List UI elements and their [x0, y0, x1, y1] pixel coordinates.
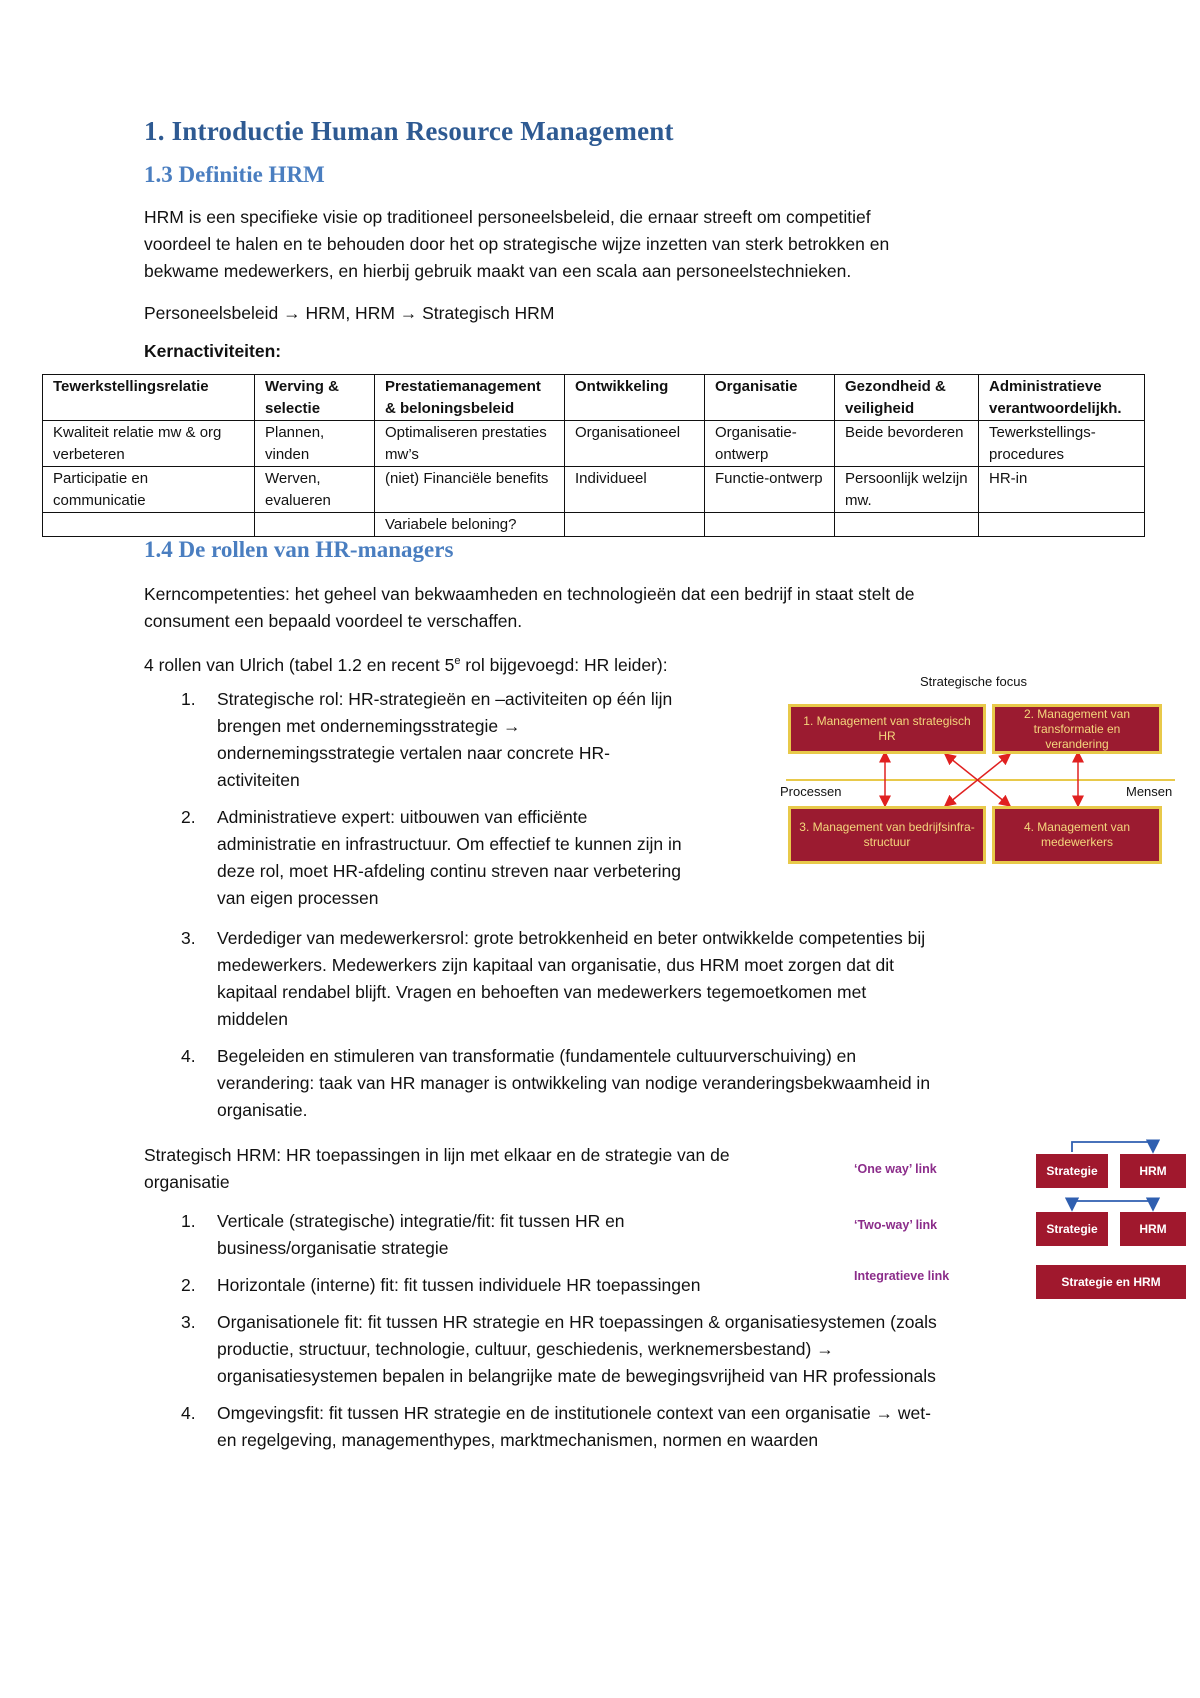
table-header-cell: Gezondheid & veiligheid: [835, 375, 979, 421]
table-cell: Persoonlijk welzijn mw.: [835, 467, 979, 513]
list-line: brengen met ondernemingsstrategie →: [217, 716, 521, 736]
integrative-strategie-hrm-box: Strategie en HRM: [1036, 1265, 1186, 1299]
list-line: van eigen processen: [217, 888, 379, 908]
table-cell: Participatie en communicatie: [43, 467, 255, 513]
list-line: Administratieve expert: uitbouwen van efficiënte: [217, 807, 588, 827]
list-item: [144, 925, 1144, 1033]
table-cell: HR-in: [979, 467, 1145, 513]
one-way-strategie-box: Strategie: [1036, 1154, 1108, 1188]
list-line: ondernemingsstrategie vertalen naar concrete HR-: [217, 743, 610, 763]
list-item: [144, 1309, 1144, 1390]
list-line: middelen: [217, 1009, 289, 1029]
diagram-box-bedrijfsinfrastructuur: 3. Management van bedrijfsinfra-structuur: [788, 806, 986, 864]
strategisch-hrm-line: Strategisch HRM: HR toepassingen in lijn met elkaar en de strategie van de: [144, 1145, 730, 1165]
list-number: 2.: [181, 807, 196, 827]
list-number: 4.: [181, 1403, 196, 1423]
table-cell: Variabele beloning?: [375, 513, 565, 537]
table-header-cell: Administratieve verantwoordelijkh.: [979, 375, 1145, 421]
list-number: 3.: [181, 928, 196, 948]
ulrich-intro: [144, 648, 668, 679]
list-line: administratie en infrastructuur. Om effectief te kunnen zijn in: [217, 834, 682, 854]
list-number: 1.: [181, 1211, 196, 1231]
list-item: [144, 1400, 1144, 1454]
two-way-strategie-box: Strategie: [1036, 1212, 1108, 1246]
list-line: Verticale (strategische) integratie/fit: fit tussen HR en: [217, 1211, 625, 1231]
strategisch-hrm-intro: [144, 1142, 844, 1196]
table-header-cell: Tewerkstellingsrelatie: [43, 375, 255, 421]
list-line: Horizontale (interne) fit: fit tussen individuele HR toepassingen: [217, 1275, 701, 1295]
ulrich-roles-diagram: [780, 668, 1180, 883]
table-cell: Beide bevorderen: [835, 421, 979, 467]
link-types-diagram: [840, 1130, 1190, 1315]
table-header-cell: Werving & selectie: [255, 375, 375, 421]
diagram-box-medewerkers: 4. Management van medewerkers: [992, 806, 1162, 864]
table-cell: Organisatie-ontwerp: [705, 421, 835, 467]
list-line: organisatie.: [217, 1100, 308, 1120]
definition-line: bekwame medewerkers, en hierbij gebruik maakt van een scala aan personeelstechnieken.: [144, 261, 852, 281]
table-cell: [565, 513, 705, 537]
list-line: en regelgeving, managementhypes, marktmechanismen, normen en waarden: [217, 1430, 819, 1450]
diagram-box-transformatie: 2. Management van transformatie en verandering: [992, 704, 1162, 754]
table-cell: [255, 513, 375, 537]
definition-line: HRM is een specifieke visie op traditioneel personeelsbeleid, die ernaar streeft om competitief: [144, 207, 871, 227]
ulrich-roles-list-b: [144, 925, 1144, 1124]
list-line: verandering: taak van HR manager is ontwikkeling van nodige veranderingsbekwaamheid in: [217, 1073, 931, 1093]
diagram-label-strategische-focus: Strategische focus: [920, 674, 1027, 689]
table-cell: Individueel: [565, 467, 705, 513]
one-way-hrm-box: HRM: [1120, 1154, 1186, 1188]
table-row: [43, 467, 1145, 513]
list-line: Verdediger van medewerkersrol: grote betrokkenheid en beter ontwikkelde competenties bij: [217, 928, 926, 948]
table-cell: [835, 513, 979, 537]
link-label-two-way: ‘Two-way’ link: [854, 1218, 938, 1232]
list-line: Organisationele fit: fit tussen HR strategie en HR toepassingen & organisatiesystemen (zoals: [217, 1312, 937, 1332]
list-line: organisatiesystemen bepalen in belangrijke mate de bewegingsvrijheid van HR professionals: [217, 1366, 936, 1386]
heading-definitie-hrm: 1.3 Definitie HRM: [144, 162, 325, 187]
kerncompetenties-line: Kerncompetenties: het geheel van bekwaamheden en technologieën dat een bedrijf in staat stelt de: [144, 584, 915, 604]
table-header-cell: Prestatiemanagement & beloningsbeleid: [375, 375, 565, 421]
strategisch-hrm-line: organisatie: [144, 1172, 230, 1192]
table-cell: Functie-ontwerp: [705, 467, 835, 513]
table-header-cell: Organisatie: [705, 375, 835, 421]
list-line: deze rol, moet HR-afdeling continu streven naar verbetering: [217, 861, 681, 881]
definition-paragraph: [144, 204, 889, 285]
definition-line: voordeel te halen en te behouden door het op strategische wijze inzetten van sterk betrokken en: [144, 234, 890, 254]
ulrich-intro-text: rol bijgevoegd: HR leider):: [460, 654, 668, 675]
kerncompetenties-paragraph: [144, 581, 915, 635]
diagram-box-strategisch-hr: 1. Management van strategisch HR: [788, 704, 986, 754]
list-number: 2.: [181, 1275, 196, 1295]
list-item: [144, 686, 784, 794]
list-number: 3.: [181, 1312, 196, 1332]
list-item: [144, 1043, 1144, 1124]
ulrich-intro-text: 4 rollen van Ulrich (tabel 1.2 en recent 5: [144, 654, 455, 675]
page-title: 1. Introductie Human Resource Management: [144, 116, 674, 146]
evolution-line: Personeelsbeleid → HRM, HRM → Strategisch HRM: [144, 303, 555, 323]
table-cell: (niet) Financiële benefits: [375, 467, 565, 513]
kerncompetenties-line: consument een bepaald voordeel te verschaffen.: [144, 611, 523, 631]
list-line: kapitaal rendabel blijft. Vragen en behoeften van medewerkers tegemoetkomen met: [217, 982, 867, 1002]
kernactiviteiten-label: Kernactiviteiten:: [144, 341, 282, 361]
table-cell: Tewerkstellings-procedures: [979, 421, 1145, 467]
table-cell: Organisationeel: [565, 421, 705, 467]
table-cell: Plannen, vinden: [255, 421, 375, 467]
ulrich-intro-sup: e: [454, 655, 461, 667]
table-row: [43, 513, 1145, 537]
two-way-hrm-box: HRM: [1120, 1212, 1186, 1246]
table-cell: Optimaliseren prestaties mw’s: [375, 421, 565, 467]
table-header-cell: Ontwikkeling: [565, 375, 705, 421]
list-number: 1.: [181, 689, 196, 709]
link-label-one-way: ‘One way’ link: [854, 1162, 937, 1176]
kernactiviteiten-table: [42, 374, 1145, 537]
diagram-label-processen: Processen: [780, 784, 842, 799]
list-line: Strategische rol: HR-strategieën en –activiteiten op één lijn: [217, 689, 673, 709]
table-cell: Werven, evalueren: [255, 467, 375, 513]
table-header-row: [43, 375, 1145, 421]
list-line: activiteiten: [217, 770, 300, 790]
link-label-integratief: Integratieve link: [854, 1269, 950, 1283]
heading-rollen-hr-managers: 1.4 De rollen van HR-managers: [144, 537, 454, 562]
list-line: Omgevingsfit: fit tussen HR strategie en de institutionele context van een organisatie → wet-: [217, 1403, 931, 1423]
list-line: Begeleiden en stimuleren van transformatie (fundamentele cultuurverschuiving) en: [217, 1046, 857, 1066]
ulrich-roles-list-a: [144, 686, 784, 912]
list-item: [144, 804, 784, 912]
table-cell: [43, 513, 255, 537]
table-cell: [979, 513, 1145, 537]
list-line: productie, structuur, technologie, cultuur, geschiedenis, werknemersbestand) →: [217, 1339, 834, 1359]
table-row: [43, 421, 1145, 467]
table-cell: Kwaliteit relatie mw & org verbeteren: [43, 421, 255, 467]
list-line: medewerkers. Medewerkers zijn kapitaal van organisatie, dus HRM moet zorgen dat dit: [217, 955, 894, 975]
list-number: 4.: [181, 1046, 196, 1066]
list-line: business/organisatie strategie: [217, 1238, 449, 1258]
table-cell: [705, 513, 835, 537]
diagram-label-mensen: Mensen: [1126, 784, 1173, 799]
